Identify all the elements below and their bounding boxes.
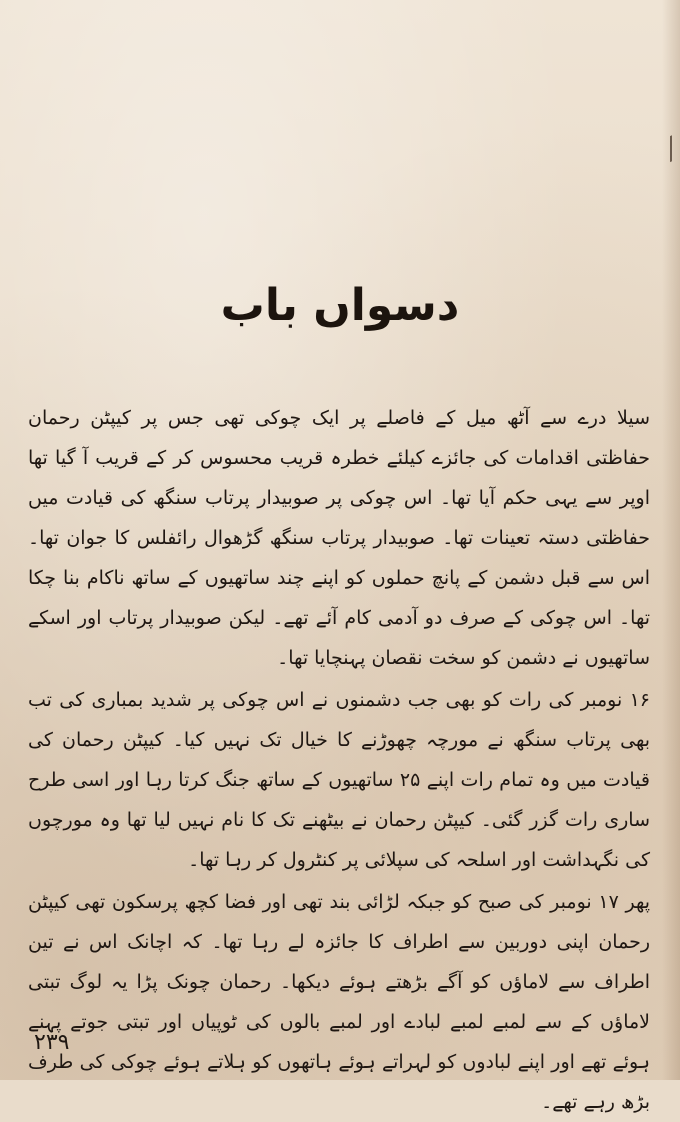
paper-tear-mark [660, 135, 672, 167]
paragraph-1: سیلا درے سے آٹھ میل کے فاصلے پر ایک چوکی تھی جس پر کیپٹن رحمان حفاظتی اقدامات کی جائزے کیلئے خطرہ قریب محسوس کر کے قریب آ گیا تھا اوپر سے یہی حکم آیا تھا۔ اس چوکی پر صوبیدار پرتاب سنگھ کی قیادت میں حفاظتی دستہ تعینات تھا۔ صوبیدار پرتاب سنگھ گڑھوال رائفلس کا جوان تھا۔ اس سے قبل دشمن کے پانچ حملوں کو اپنے چند ساتھیوں کے ساتھ ناکام بنا چکا تھا۔ اس چوکی کے صرف دو آدمی کام آئے تھے۔ لیکن صوبیدار پرتاب اور اسکے ساتھیوں نے دشمن کو سخت نقصان پہنچایا تھا۔ [28, 407, 650, 669]
page-number: ۲۳۹ [34, 1030, 70, 1055]
paragraph-2: ۱۶ نومبر کی رات کو بھی جب دشمنوں نے اس چوکی پر شدید بمباری کی تب بھی پرتاب سنگھ نے مورچہ چھوڑنے کا خیال تک نہیں کیا۔ کیپٹن رحمان کی قیادت میں وہ تمام رات اپنے ۲۵ ساتھیوں کے ساتھ جنگ کرتا رہا اور اسی طرح ساری رات گزر گئی۔ کیپٹن رحمان نے بیٹھنے تک کا نام نہیں لیا تھا وہ مورچوں کی نگہداشت اور اسلحہ کی سپلائی پر کنٹرول کر رہا تھا۔ [28, 689, 650, 871]
paragraph-3: پھر ۱۷ نومبر کی صبح کو جبکہ لڑائی بند تھی اور فضا کچھ پرسکون تھی کیپٹن رحمان اپنی دوربین سے اطراف کا جائزہ لے رہا تھا۔ کہ اچانک اس نے تین اطراف سے لاماؤں کو آگے بڑھتے ہوئے دیکھا۔ رحمان چونک پڑا یہ لوگ تبتی لاماؤں کے سے لمبے لمبے لبادے اور لمبے بالوں کی ٹوپیاں اور تبتی جوتے پہنے ہوئے تھے اور اپنے لبادوں کو لہراتے ہوئے ہاتھوں کو ہلاتے ہوئے چوکی کی طرف بڑھ رہے تھے۔ [28, 891, 650, 1113]
chapter-title: دسواں باب [220, 280, 460, 331]
body-text [28, 398, 650, 1122]
